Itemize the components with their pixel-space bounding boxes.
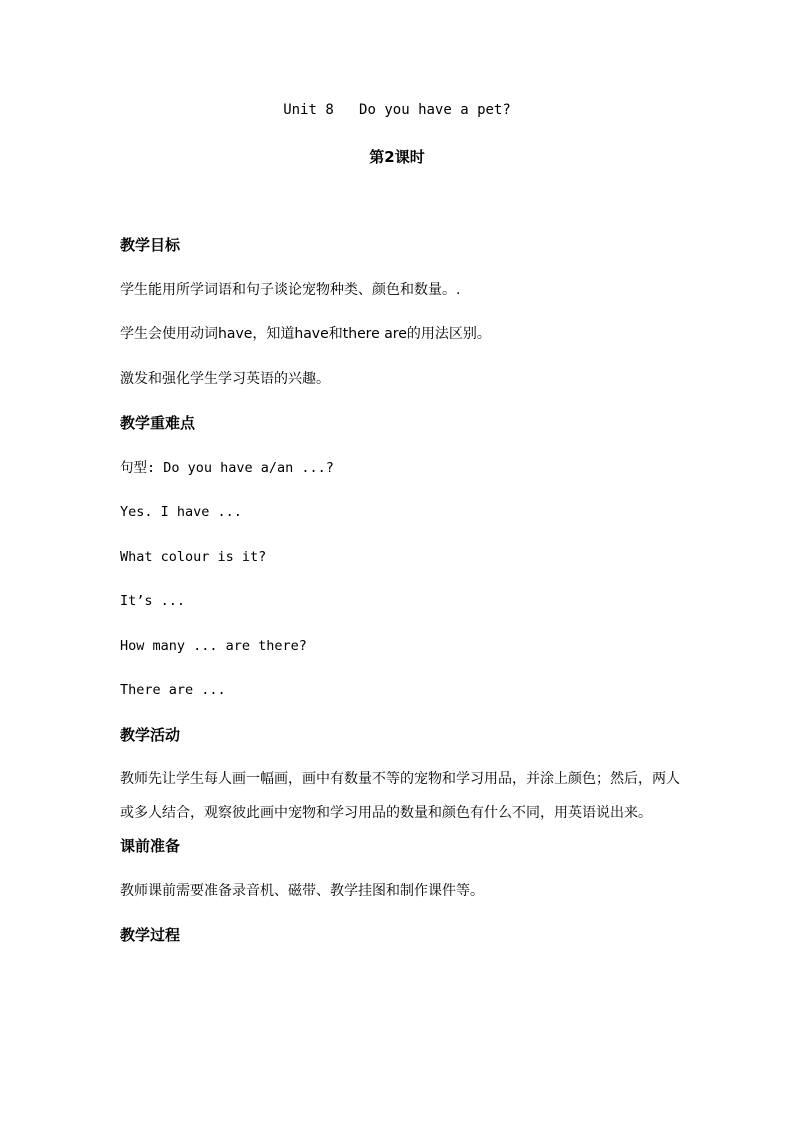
sentence-pattern: It’s ... (120, 593, 186, 609)
sentence-pattern: Yes. I have ... (120, 504, 242, 520)
preparation-text: 教师课前需要准备录音机、磁带、教学挂图和制作课件等。 (120, 882, 484, 899)
activities-text: 教师先让学生每人画一幅画，画中有数量不等的宠物和学习用品，并涂上颜色；然后，两人或多人结合，观察彼此画中宠物和学习用品的数量和颜色有什么不同，用英语说出来。 (120, 771, 680, 821)
preparation-heading: 课前准备 (120, 837, 181, 855)
sentence-pattern: 句型: Do you have a/an ...? (120, 459, 334, 476)
key-points-heading: 教学重难点 (120, 414, 196, 432)
objective-item: 学生能用所学词语和句子谈论宠物种类、颜色和数量。. (120, 281, 461, 298)
document-body (120, 234, 680, 969)
activities-heading: 教学活动 (120, 725, 181, 744)
document-title: Unit 8 Do you have a pet? (283, 102, 511, 118)
objective-item: 学生会使用动词have，知道have和there are的用法区别。 (120, 326, 491, 342)
sentence-pattern: There are ... (120, 682, 226, 698)
sentence-pattern: How many ... are there? (120, 637, 307, 654)
sentence-pattern: What colour is it? (120, 548, 267, 565)
objective-item: 激发和强化学生学习英语的兴趣。 (120, 370, 330, 387)
process-heading: 教学过程 (120, 926, 181, 944)
lesson-subtitle: 第2课时 (369, 148, 425, 166)
objectives-heading: 教学目标 (120, 236, 181, 254)
